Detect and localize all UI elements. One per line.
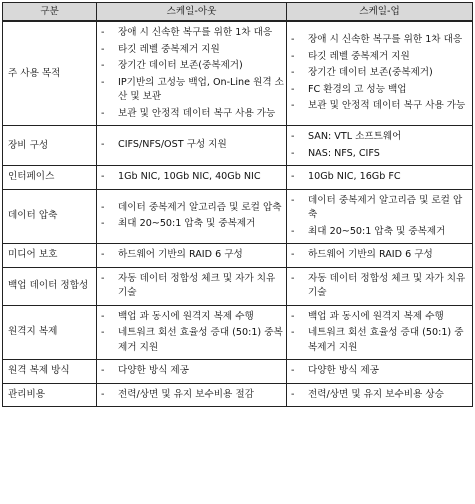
bullet-item: - NAS: NFS, CIFS [287,147,470,162]
bullet-item: - 네트워크 회선 효율성 증대 (50:1) 중복제거 지원 [97,326,284,355]
bullet-item: - 네트워크 회선 효율성 증대 (50:1) 중복제거 지원 [287,326,470,355]
header-scale-out: 스케일-아웃 [97,3,287,22]
scale-up-cell [287,189,473,244]
bullet-list [287,364,470,379]
header-scale-up: 스케일-업 [287,3,473,22]
row-category: 관리비용 [3,383,97,407]
row-category: 원격지 복제 [3,305,97,360]
table-row [3,21,473,126]
bullet-list [97,170,284,185]
scale-out-cell [97,189,287,244]
bullet-item: - 장기간 데이터 보존(중복제거) [97,59,284,74]
table-row [3,244,473,268]
bullet-item: - 보관 및 안정적 데이터 복구 사용 가능 [97,107,284,122]
bullet-item: - 다양한 방식 제공 [97,364,284,379]
bullet-item: - 백업 과 동시에 원격지 복제 수행 [97,310,284,325]
bullet-item: - 10Gb NIC, 16Gb FC [287,170,470,185]
table-row [3,166,473,190]
scale-up-cell [287,166,473,190]
bullet-item: - 데이터 중복제거 알고리즘 및 로컬 압축 [287,194,470,223]
comparison-table [2,2,473,407]
table-row [3,383,473,407]
scale-up-cell [287,21,473,126]
bullet-list [287,248,470,263]
bullet-item: - 최대 20~50:1 압축 및 중복제거 [97,217,284,232]
bullet-item: - 전력/상면 및 유지 보수비용 절감 [97,388,284,403]
scale-up-cell [287,305,473,360]
bullet-item: - 자동 데이터 정합성 체크 및 자가 치유기술 [287,272,470,301]
bullet-item: - 전력/상면 및 유지 보수비용 상승 [287,388,470,403]
scale-up-cell [287,244,473,268]
table-row [3,305,473,360]
bullet-list [287,170,470,185]
bullet-list [97,138,284,153]
bullet-list [97,388,284,403]
bullet-item: - 백업 과 동시에 원격지 복제 수행 [287,310,470,325]
row-category: 원격 복제 방식 [3,360,97,384]
table-row [3,360,473,384]
bullet-item: - 자동 데이터 정합성 체크 및 자가 치유기술 [97,272,284,301]
table-row [3,267,473,305]
row-category: 백업 데이터 정합성 [3,267,97,305]
bullet-list [287,130,470,161]
bullet-item: - 1Gb NIC, 10Gb NIC, 40Gb NIC [97,170,284,185]
bullet-item: - 장애 시 신속한 복구를 위한 1차 대응 [97,26,284,41]
bullet-list [287,388,470,403]
row-category: 주 사용 목적 [3,21,97,126]
row-category: 미디어 보호 [3,244,97,268]
header-category: 구분 [3,3,97,22]
table-body [3,21,473,407]
bullet-item: - CIFS/NFS/OST 구성 지원 [97,138,284,153]
bullet-item: - 최대 20~50:1 압축 및 중복제거 [287,225,470,240]
bullet-list [287,272,470,301]
bullet-list [97,201,284,232]
bullet-list [287,33,470,114]
bullet-list [97,364,284,379]
bullet-item: - 다양한 방식 제공 [287,364,470,379]
bullet-list [97,26,284,121]
bullet-list [287,310,470,356]
bullet-list [97,248,284,263]
table-row [3,189,473,244]
bullet-item: - 타깃 레벨 중복제거 지원 [97,43,284,58]
row-category: 인터페이스 [3,166,97,190]
scale-up-cell [287,383,473,407]
bullet-item: - SAN: VTL 소프트웨어 [287,130,470,145]
bullet-item: - 타깃 레벨 중복제거 지원 [287,50,470,65]
bullet-item: - 장애 시 신속한 복구를 위한 1차 대응 [287,33,470,48]
scale-up-cell [287,360,473,384]
scale-out-cell [97,383,287,407]
scale-out-cell [97,360,287,384]
row-category: 장비 구성 [3,126,97,166]
scale-out-cell [97,126,287,166]
bullet-item: - 하드웨어 기반의 RAID 6 구성 [287,248,470,263]
bullet-item: - 장기간 데이터 보존(중복제거) [287,66,470,81]
header-row [3,3,473,22]
scale-up-cell [287,267,473,305]
scale-out-cell [97,267,287,305]
table-row [3,126,473,166]
bullet-list [97,310,284,356]
bullet-item: - 하드웨어 기반의 RAID 6 구성 [97,248,284,263]
bullet-item: - 보관 및 안정적 데이터 복구 사용 가능 [287,99,470,114]
scale-out-cell [97,21,287,126]
bullet-item: - IP기반의 고성능 백업, On-Line 원격 소산 및 보관 [97,76,284,105]
scale-out-cell [97,305,287,360]
row-category: 데이터 압축 [3,189,97,244]
bullet-item: - 데이터 중복제거 알고리즘 및 로컬 압축 [97,201,284,216]
bullet-item: - FC 환경의 고 성능 백업 [287,83,470,98]
bullet-list [97,272,284,301]
scale-up-cell [287,126,473,166]
scale-out-cell [97,166,287,190]
scale-out-cell [97,244,287,268]
bullet-list [287,194,470,240]
